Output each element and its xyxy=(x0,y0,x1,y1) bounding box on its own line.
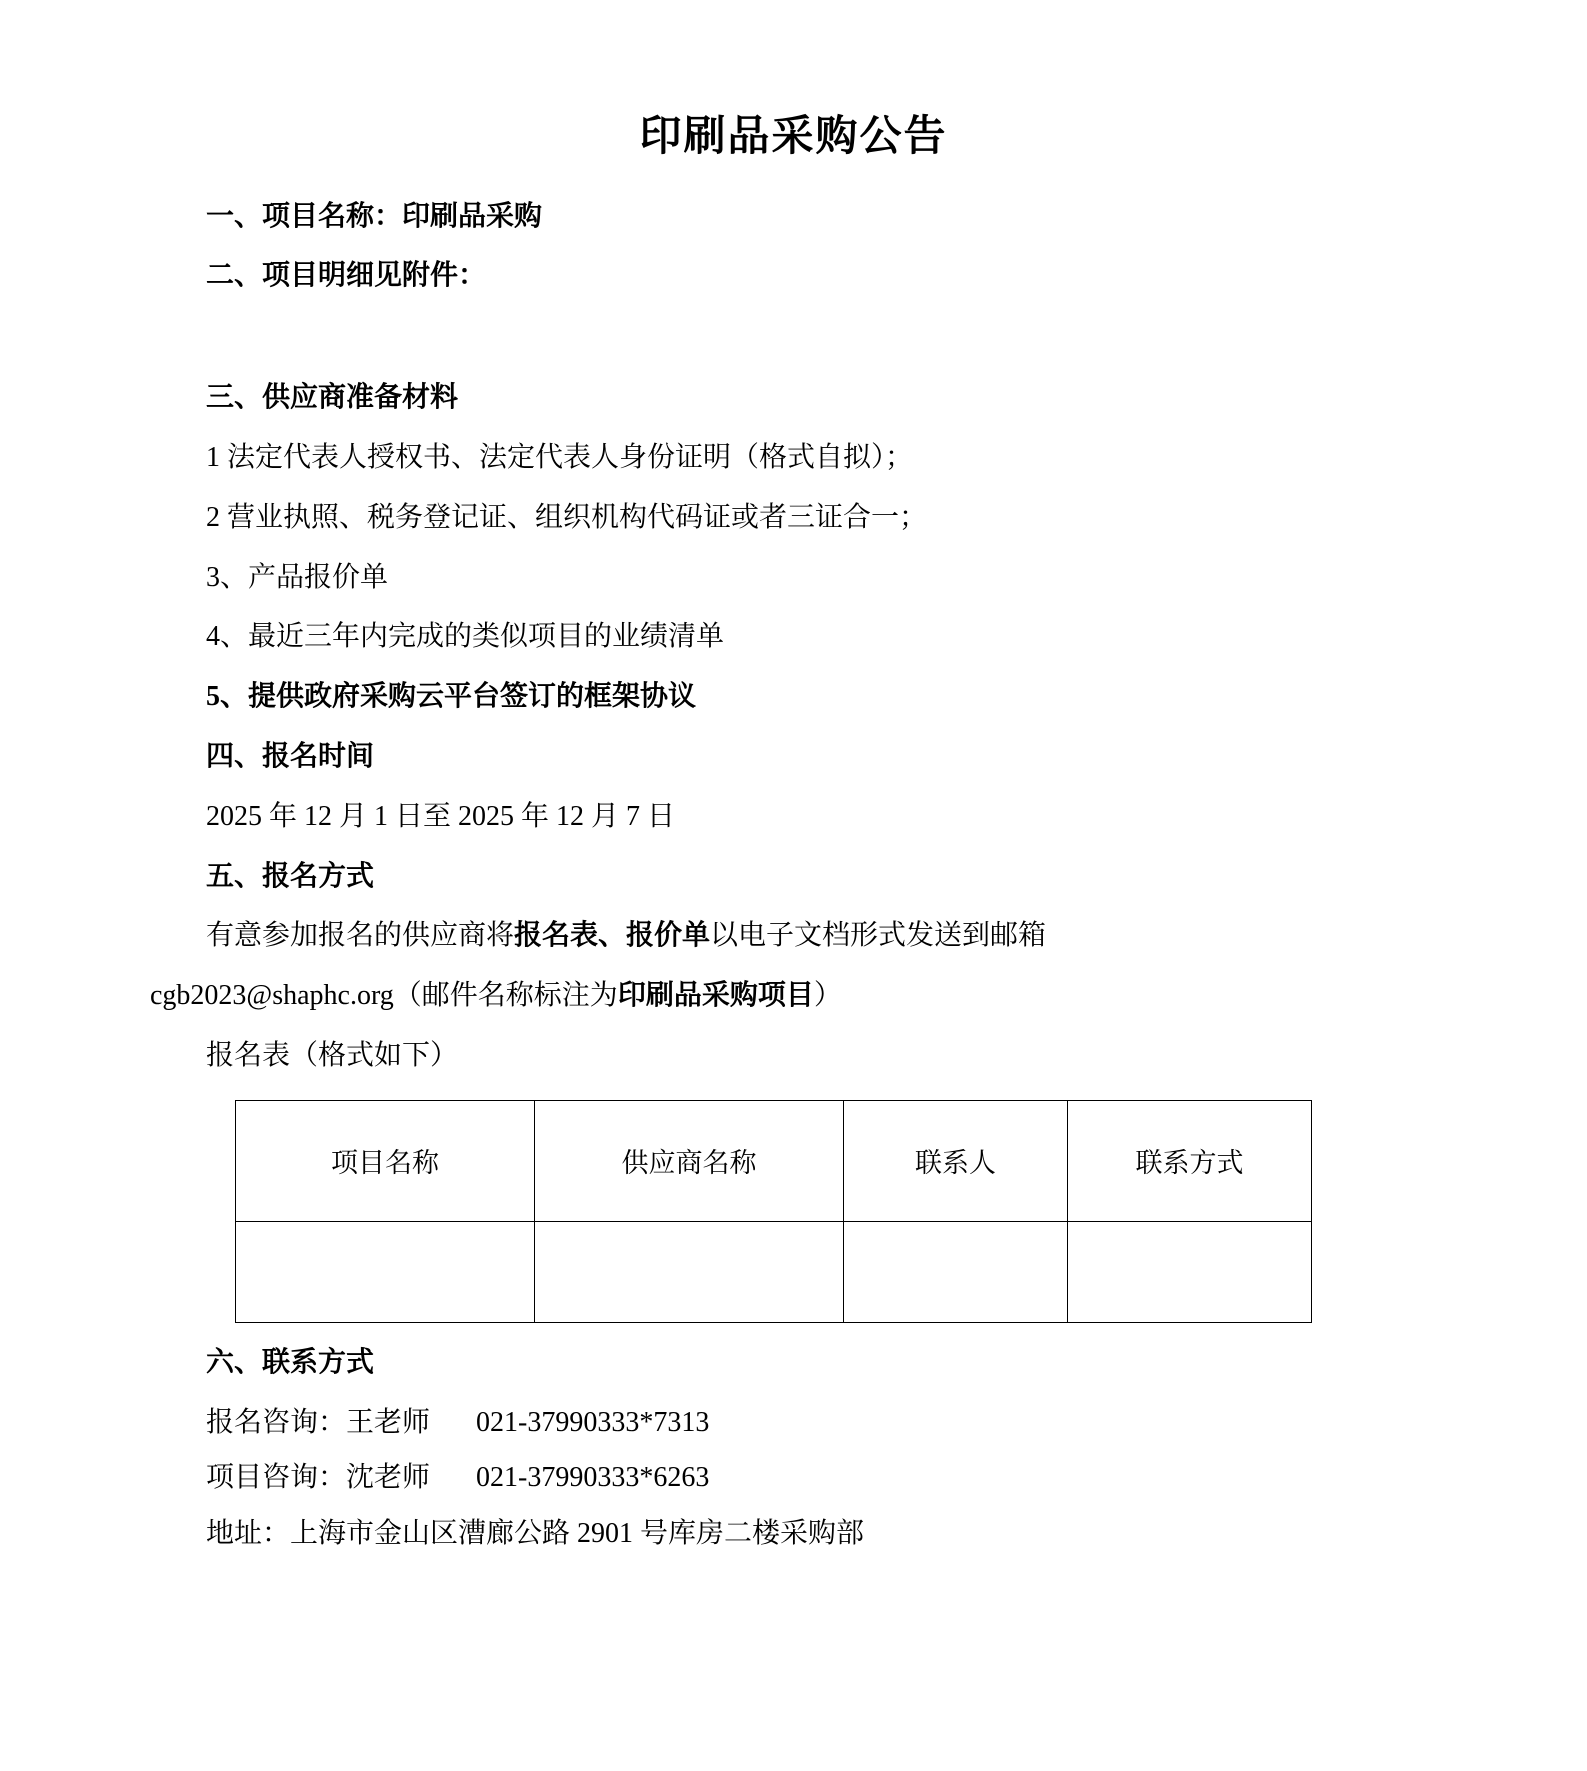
project-detail-line: 二、项目明细见附件： xyxy=(206,260,487,292)
form-caption: 报名表（格式如下） xyxy=(206,1039,459,1071)
email-note-bold: 印刷品采购项目 xyxy=(617,980,814,1012)
material-item-2: 2 营业执照、税务登记证、组织机构代码证或者三证合一； xyxy=(206,501,928,533)
material-item-5: 5、提供政府采购云平台签订的框架协议 xyxy=(206,681,697,713)
table-cell-contact-method[interactable] xyxy=(1068,1221,1312,1322)
table-cell-supplier-name[interactable] xyxy=(535,1221,844,1322)
table-cell-project-name[interactable] xyxy=(236,1221,535,1322)
section-heading-materials: 三、供应商准备材料 xyxy=(206,382,459,414)
contact-project-label: 项目咨询：沈老师 xyxy=(206,1462,431,1494)
contact-signup-label: 报名咨询：王老师 xyxy=(206,1406,431,1438)
table-row xyxy=(236,1221,1312,1322)
blank-spacer xyxy=(150,310,1437,372)
table-cell-contact-person[interactable] xyxy=(844,1221,1068,1322)
signup-method-prefix: 有意参加报名的供应商将 xyxy=(206,920,515,952)
project-name-line: 一、项目名称：印刷品采购 xyxy=(206,200,543,232)
material-item-4: 4、最近三年内完成的类似项目的业绩清单 xyxy=(206,621,725,653)
contact-signup-phone: 021-37990333*7313 xyxy=(476,1406,710,1438)
signup-method-mid: 以电子文档形式发送到邮箱 xyxy=(710,920,1047,952)
table-header-row xyxy=(236,1100,1312,1221)
contact-project xyxy=(150,1452,1437,1504)
signup-method-bold: 报名表、报价单 xyxy=(514,920,711,952)
table-header-cell-project-name: 项目名称 xyxy=(236,1100,535,1221)
signup-method-line xyxy=(150,910,1437,962)
section-heading-contact: 六、联系方式 xyxy=(206,1346,375,1378)
table-header-cell-contact-method: 联系方式 xyxy=(1068,1100,1312,1221)
table-header-cell-contact-person: 联系人 xyxy=(844,1100,1068,1221)
material-item-1: 1 法定代表人授权书、法定代表人身份证明（格式自拟）； xyxy=(206,441,914,473)
email-note-prefix: （邮件名称标注为 xyxy=(393,980,618,1012)
page-title: 印刷品采购公告 xyxy=(639,114,948,160)
signup-form-table xyxy=(235,1100,1312,1323)
table-header-cell-supplier-name: 供应商名称 xyxy=(535,1100,844,1221)
contact-email[interactable]: cgb2023@shaphc.org xyxy=(150,980,394,1012)
section-heading-signup-method: 五、报名方式 xyxy=(206,860,375,892)
signup-period: 2025 年 12 月 1 日至 2025 年 12 月 7 日 xyxy=(206,800,676,832)
material-item-3: 3、产品报价单 xyxy=(206,561,389,593)
section-heading-signup-time: 四、报名时间 xyxy=(206,740,375,772)
contact-address: 地址：上海市金山区漕廊公路 2901 号库房二楼采购部 xyxy=(206,1518,865,1550)
email-line xyxy=(150,970,1437,1022)
contact-signup xyxy=(150,1397,1437,1449)
contact-project-phone: 021-37990333*6263 xyxy=(476,1462,710,1494)
email-note-suffix: ） xyxy=(813,980,842,1012)
